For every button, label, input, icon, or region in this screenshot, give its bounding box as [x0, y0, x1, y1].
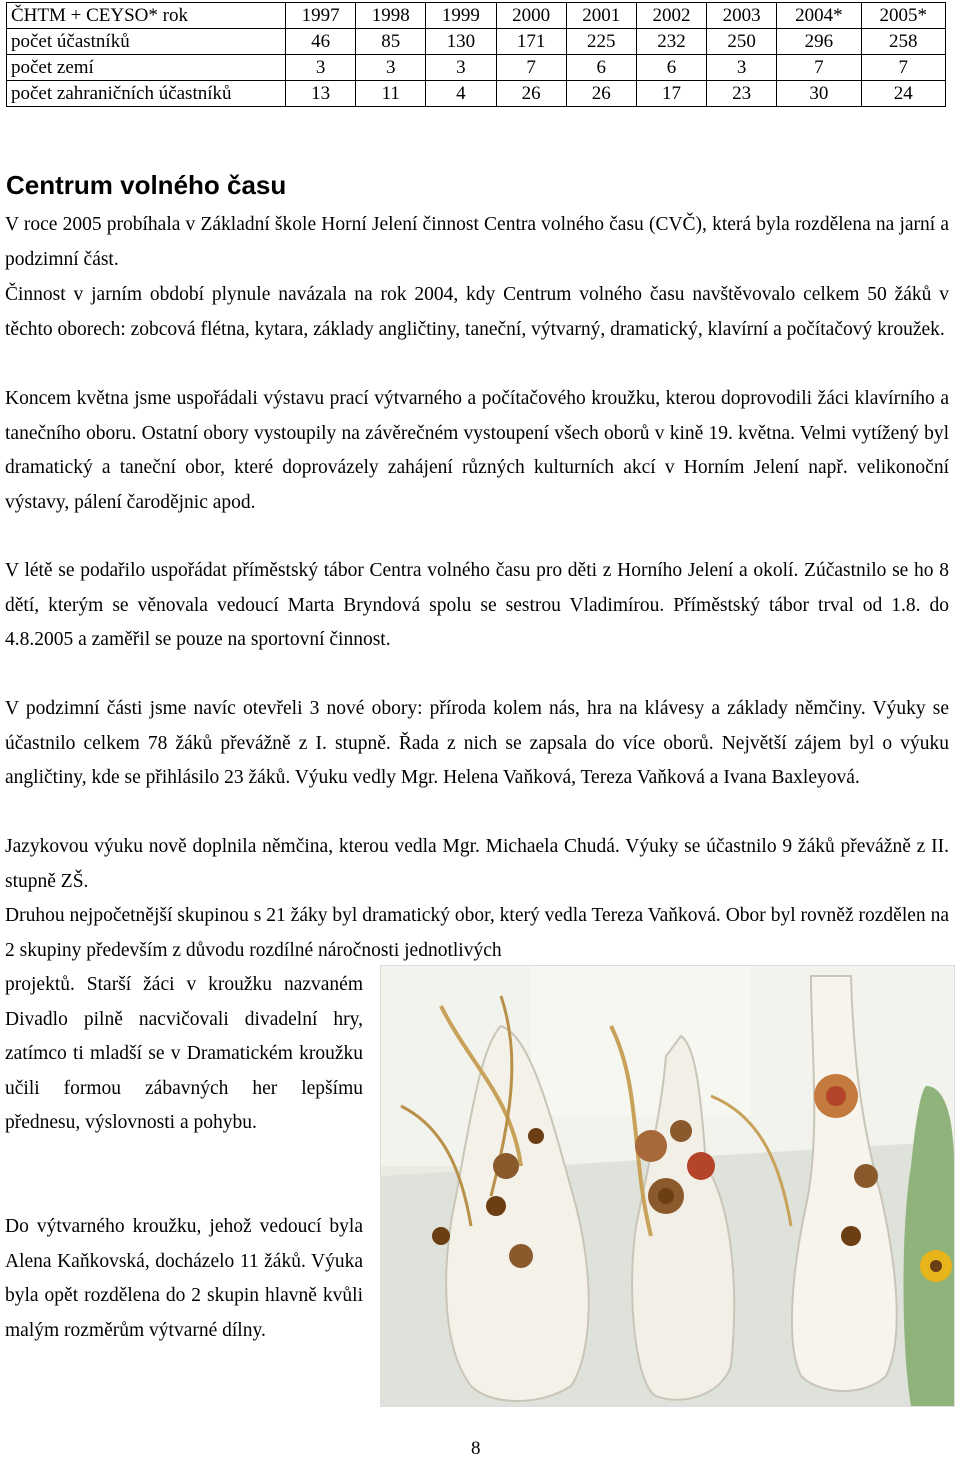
paragraph-spring: Činnost v jarním období plynule navázala na rok 2004, kdy Centrum volného času navštěvovalo celkem 50 žáků v těchto oborech: zobcová flétna, kytara, základy angličtiny, taneční, výtvarný, dramatický, klavírní a počítačový kroužek.: [5, 284, 949, 340]
table-cell: 17: [636, 81, 706, 107]
table-header-cell: 1997: [286, 3, 356, 29]
paragraph-german: Jazykovou výuku nově doplnila němčina, kterou vedla Mgr. Michaela Chudá. Výuky se účastnilo 9 žáků převážně z II. stupně ZŠ.: [5, 836, 949, 892]
table-cell: 23: [707, 81, 777, 107]
table-row: [7, 81, 946, 107]
table-cell: 296: [777, 29, 861, 55]
table-cell: 250: [707, 29, 777, 55]
table-cell: 4: [426, 81, 496, 107]
table-header-cell: 2004*: [777, 3, 861, 29]
paragraph-drama: Druhou nejpočetnější skupinou s 21 žáky byl dramatický obor, který vedla Tereza Vaňková. Obor byl rovněž rozdělen na 2 skupiny především z důvodu rozdílné náročnosti jednotlivých: [5, 905, 949, 961]
table-cell: 232: [636, 29, 706, 55]
table-cell: 6: [636, 55, 706, 81]
table-header-cell: 1998: [356, 3, 426, 29]
table-header-cell: 2003: [707, 3, 777, 29]
table-cell: 225: [566, 29, 636, 55]
paragraph-autumn: V podzimní části jsme navíc otevřeli 3 nové obory: příroda kolem nás, hra na klávesy a základy němčiny. Výuky se účastnilo celkem 78 žáků převážně z I. stupně. Řada z nich se zapsala do více oborů. Největší zájem byl o výuku angličtiny, kde se přihlásilo 23 žáků. Výuku vedly Mgr. Helena Vaňková, Tereza Vaňková a Ivana Baxleyová.: [5, 698, 949, 788]
section-title: Centrum volného času: [6, 170, 287, 200]
table-cell: 26: [566, 81, 636, 107]
paragraph-drama-continued: projektů. Starší žáci v kroužku nazvaném Divadlo pilně nacvičovali divadelní hry, zatímco ti mladší se v Dramatickém kroužku učili formou zábavných her lepšímu přednesu, výslovnosti a pohybu.: [5, 974, 363, 1133]
table-cell: 3: [356, 55, 426, 81]
decorated-bottles-photo: [380, 965, 955, 1407]
table-header-label: ČHTM + CEYSO* rok: [7, 3, 286, 29]
table-cell: 3: [286, 55, 356, 81]
bottles-illustration: [381, 966, 954, 1406]
table-row-label: počet zahraničních účastníků: [7, 81, 286, 107]
table-cell: 24: [861, 81, 945, 107]
paragraph-art-club: Do výtvarného kroužku, jehož vedoucí byla Alena Kaňkovská, docházelo 11 žáků. Výuka byla opět rozdělena do 2 skupin hlavně kvůli malým rozměrům výtvarné dílny.: [5, 1216, 363, 1341]
table-cell: 7: [777, 55, 861, 81]
paragraph-exhibition: Koncem května jsme uspořádali výstavu prací výtvarného a počítačového kroužku, kterou doprovodili žáci klavírního a tanečního oboru. Ostatní obory vystoupily na závěrečném vystoupení všech oborů v kině 19. května. Velmi vytížený byl dramatický a taneční obor, které doprovázely zahájení různých kulturních akcí v Horním Jelení např. velikonoční výstavy, pálení čarodějnic apod.: [5, 388, 949, 513]
table-cell: 46: [286, 29, 356, 55]
table-row-label: počet zemí: [7, 55, 286, 81]
table-cell: 3: [707, 55, 777, 81]
table-cell: 30: [777, 81, 861, 107]
paragraph-summer-camp: V létě se podařilo uspořádat příměstský tábor Centra volného času pro děti z Horního Jelení a okolí. Zúčastnilo se ho 8 dětí, kterým se věnovala vedoucí Marta Bryndová spolu se sestrou Vladimírou. Příměstský tábor trval od 1.8. do 4.8.2005 a zaměřil se pouze na sportovní činnost.: [5, 560, 949, 650]
table-header-cell: 2001: [566, 3, 636, 29]
table-header-cell: 2000: [496, 3, 566, 29]
table-row-label: počet účastníků: [7, 29, 286, 55]
table-cell: 85: [356, 29, 426, 55]
table-header-cell: 2002: [636, 3, 706, 29]
table-cell: 11: [356, 81, 426, 107]
table-header-row: [7, 3, 946, 29]
table-cell: 13: [286, 81, 356, 107]
table-cell: 130: [426, 29, 496, 55]
table-cell: 171: [496, 29, 566, 55]
table-cell: 26: [496, 81, 566, 107]
table-cell: 3: [426, 55, 496, 81]
table-row: [7, 29, 946, 55]
table-cell: 6: [566, 55, 636, 81]
page-number: 8: [471, 1438, 481, 1459]
table-cell: 7: [861, 55, 945, 81]
table-header-cell: 1999: [426, 3, 496, 29]
table-cell: 7: [496, 55, 566, 81]
table-row: [7, 55, 946, 81]
table-cell: 258: [861, 29, 945, 55]
participants-table: [6, 2, 946, 107]
table-header-cell: 2005*: [861, 3, 945, 29]
paragraph-intro: V roce 2005 probíhala v Základní škole Horní Jelení činnost Centra volného času (CVČ), která byla rozdělena na jarní a podzimní část.: [5, 214, 949, 270]
